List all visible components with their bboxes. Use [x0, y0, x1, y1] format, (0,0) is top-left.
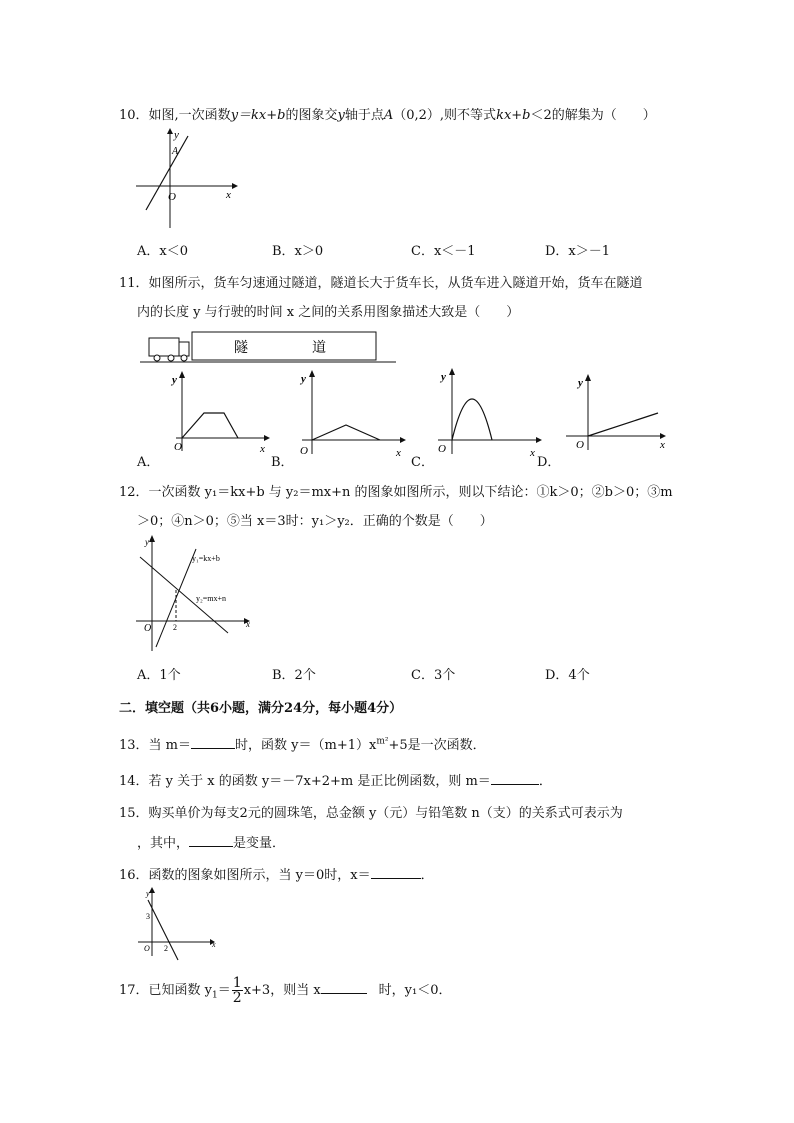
q10-stem: 10．如图,一次函数y＝kx+b的图象交y轴于点A（0,2）,则不等式kx+b＜2的解集为（ ） [119, 108, 656, 123]
graph-d-x: x [660, 439, 665, 451]
q11-graph-a [172, 371, 272, 461]
graph-c-y: y [441, 371, 446, 383]
q15-line1: 15．购买单价为每支2元的圆珠笔，总金额 y（元）与铅笔数 n（支）的关系式可表示为 [119, 806, 623, 821]
q17: 17．已知函数 $y_1=$ $\frac{1}{2}$ x+3，则当 x 时，y₁＜0． [119, 975, 452, 1006]
q11-option-d: D． [537, 455, 561, 470]
q12-line2-label: y₂=mx+n [196, 594, 227, 603]
q11-option-c: C． [411, 455, 434, 470]
q11-graph-b [298, 370, 410, 460]
q10-figure [136, 128, 236, 228]
graph-c-x: x [530, 447, 535, 459]
q10-x-label: x [226, 189, 231, 201]
q16-y-label: y [146, 889, 150, 898]
graph-d-o: O [576, 439, 584, 451]
q10-option-a: A．x＜0 [137, 244, 188, 259]
graph-b-y: y [301, 373, 306, 385]
graph-b-o: O [300, 445, 308, 457]
q13: 13．当 m＝ 时，函数 $y=(m+1)x^{m^2}+5$是一次函数． [119, 736, 486, 753]
tunnel-label-left: 隧 [234, 341, 248, 356]
q12-option-d: D．4个 [545, 668, 590, 683]
q11-line1: 11．如图所示，货车匀速通过隧道，隧道长大于货车长，从货车进入隧道开始，货车在隧道 [119, 276, 643, 291]
q12-figure [136, 535, 256, 655]
graph-a-o: O [174, 441, 182, 453]
q16: 16．函数的图象如图所示，当 y＝0时，x＝ ． [119, 868, 434, 883]
q10-y-label: y [174, 129, 179, 141]
graph-d-y: y [578, 377, 583, 389]
q16-two-label: 2 [164, 944, 168, 953]
q15-line2: ，其中， 是变量． [137, 836, 286, 851]
q11-line2: 内的长度 y 与行驶的时间 x 之间的关系用图象描述大致是（ ） [137, 305, 520, 320]
q16-blank[interactable] [371, 866, 421, 879]
q11-option-a: A． [137, 455, 160, 470]
q16-three-label: 3 [146, 912, 150, 921]
q11-tunnel-figure [140, 330, 400, 366]
q12-y-label: y [145, 537, 149, 547]
graph-c-o: O [438, 443, 446, 455]
q12-line2: ＞0；④n＞0；⑤当 x＝3时：y₁＞y₂．正确的个数是（ ） [137, 514, 493, 529]
q12-origin-label: O [144, 623, 152, 634]
graph-a-x: x [260, 443, 265, 455]
q12-line1: 12．一次函数 y₁＝kx+b 与 y₂＝mx+n 的图象如图所示，则以下结论：①k＞0；②b＞0；③m [119, 485, 673, 500]
q12-option-a: A．1个 [137, 668, 181, 683]
q11-option-b: B． [271, 455, 294, 470]
q16-figure [138, 886, 218, 962]
q10-option-b: B．x＞0 [272, 244, 324, 259]
q14: 14．若 y 关于 x 的函数 y＝－7x+2+m 是正比例函数，则 m＝ ． [119, 774, 552, 789]
q14-blank[interactable] [491, 772, 539, 785]
q11-graph-d [566, 374, 670, 460]
q12-option-b: B．2个 [272, 668, 316, 683]
q12-x-label: x [246, 619, 250, 629]
tunnel-label-right: 道 [312, 341, 326, 356]
q10-option-d: D．x＞－1 [545, 244, 611, 259]
q10-option-c: C．x＜－1 [411, 244, 476, 259]
q16-x-label: x [212, 940, 216, 949]
q12-line1-label: y₁=kx+b [192, 554, 220, 563]
q16-origin-label: O [144, 944, 150, 953]
q12-tick-2: 2 [173, 623, 177, 632]
q12-option-c: C．3个 [411, 668, 456, 683]
q10-origin-label: O [168, 191, 176, 203]
q15-blank[interactable] [189, 834, 233, 847]
graph-a-y: y [172, 374, 177, 386]
q17-blank[interactable] [321, 981, 367, 994]
graph-b-x: x [396, 447, 401, 459]
q11-graph-c [434, 368, 546, 460]
q10-a-label: A [172, 146, 179, 157]
section-title: 二．填空题（共6小题，满分24分，每小题4分） [119, 701, 403, 716]
q13-blank[interactable] [191, 736, 235, 749]
q17-fraction: $\frac{1}{2}$ [232, 975, 242, 1006]
